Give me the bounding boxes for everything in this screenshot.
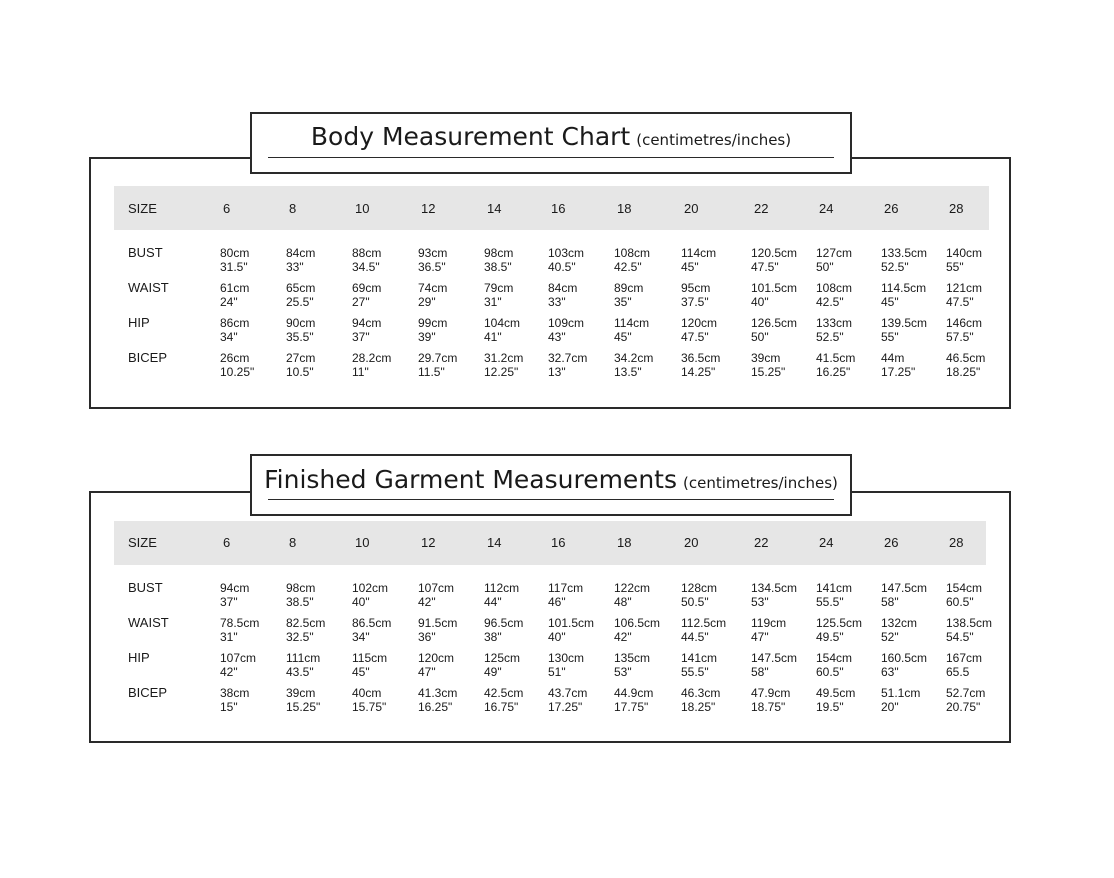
size-header-cell: 24	[819, 535, 834, 550]
size-header-label: SIZE	[128, 535, 157, 550]
cm-value-cell: 34.2cm	[614, 351, 654, 365]
inch-value-cell: 17.25"	[881, 365, 916, 379]
cm-value-cell: 121cm	[946, 281, 983, 295]
cm-value-cell: 101.5cm	[548, 616, 595, 630]
size-header-cell: 28	[949, 201, 964, 216]
inch-value-cell: 42.5"	[816, 295, 844, 309]
cm-value-cell: 112cm	[484, 581, 520, 595]
cm-value-cell: 147.5cm	[751, 651, 798, 665]
inch-value-cell: 15"	[220, 700, 238, 714]
cm-value-cell: 52.7cm	[946, 686, 986, 700]
inch-value-cell: 14.25"	[681, 365, 716, 379]
inch-value-cell: 18.25"	[681, 700, 716, 714]
cm-value-cell: 114.5cm	[881, 281, 927, 295]
row-label: HIP	[128, 315, 150, 330]
row-label: BUST	[128, 245, 163, 260]
inch-value-cell: 42.5"	[614, 260, 642, 274]
inch-value-cell: 63"	[881, 665, 899, 679]
inch-value-cell: 18.25"	[946, 365, 981, 379]
garment-chart-title-rule	[268, 499, 834, 500]
inch-value-cell: 17.25"	[548, 700, 583, 714]
cm-value-cell: 84cm	[548, 281, 578, 295]
inch-value-cell: 44.5"	[681, 630, 709, 644]
inch-value-cell: 40.5"	[548, 260, 576, 274]
size-header-cell: 14	[487, 201, 502, 216]
row-label: HIP	[128, 650, 150, 665]
inch-value-cell: 45"	[681, 260, 699, 274]
cm-value-cell: 79cm	[484, 281, 514, 295]
cm-value-cell: 86.5cm	[352, 616, 392, 630]
size-header-cell: 10	[355, 535, 370, 550]
cm-value-cell: 109cm	[548, 316, 585, 330]
inch-value-cell: 43.5"	[286, 665, 314, 679]
inch-value-cell: 40"	[548, 630, 566, 644]
size-header-cell: 26	[884, 201, 899, 216]
inch-value-cell: 58"	[881, 595, 899, 609]
cm-value-cell: 122cm	[614, 581, 651, 595]
cm-value-cell: 106.5cm	[614, 616, 661, 630]
cm-value-cell: 125.5cm	[816, 616, 863, 630]
garment-chart-title-box	[250, 454, 852, 516]
cm-value-cell: 89cm	[614, 281, 644, 295]
cm-value-cell: 46.3cm	[681, 686, 721, 700]
inch-value-cell: 41"	[484, 330, 502, 344]
cm-value-cell: 39cm	[751, 351, 781, 365]
inch-value-cell: 52"	[881, 630, 899, 644]
cm-value-cell: 147.5cm	[881, 581, 928, 595]
inch-value-cell: 40"	[352, 595, 370, 609]
cm-value-cell: 108cm	[816, 281, 853, 295]
size-header-cell: 18	[617, 535, 632, 550]
cm-value-cell: 91.5cm	[418, 616, 458, 630]
inch-value-cell: 47.5"	[751, 260, 779, 274]
body-chart-subtitle: (centimetres/inches)	[636, 131, 792, 149]
size-header-cell: 20	[684, 535, 699, 550]
cm-value-cell: 41.3cm	[418, 686, 458, 700]
inch-value-cell: 36"	[418, 630, 436, 644]
garment-chart-title: Finished Garment Measurements	[264, 465, 677, 494]
row-label: BICEP	[128, 685, 168, 700]
inch-value-cell: 12.25"	[484, 365, 519, 379]
cm-value-cell: 44.9cm	[614, 686, 654, 700]
cm-value-cell: 94cm	[352, 316, 382, 330]
cm-value-cell: 160.5cm	[881, 651, 928, 665]
cm-value-cell: 40cm	[352, 686, 382, 700]
cm-value-cell: 61cm	[220, 281, 250, 295]
cm-value-cell: 39cm	[286, 686, 316, 700]
cm-value-cell: 38cm	[220, 686, 250, 700]
cm-value-cell: 114cm	[614, 316, 650, 330]
cm-value-cell: 141cm	[681, 651, 718, 665]
cm-value-cell: 120cm	[681, 316, 718, 330]
cm-value-cell: 36.5cm	[681, 351, 721, 365]
size-header-label: SIZE	[128, 201, 157, 216]
inch-value-cell: 50"	[816, 260, 834, 274]
cm-value-cell: 98cm	[286, 581, 316, 595]
cm-value-cell: 112.5cm	[681, 616, 727, 630]
inch-value-cell: 31"	[484, 295, 502, 309]
inch-value-cell: 18.75"	[751, 700, 786, 714]
inch-value-cell: 38"	[484, 630, 502, 644]
inch-value-cell: 47"	[418, 665, 436, 679]
cm-value-cell: 32.7cm	[548, 351, 588, 365]
cm-value-cell: 41.5cm	[816, 351, 856, 365]
inch-value-cell: 19.5"	[816, 700, 844, 714]
inch-value-cell: 39"	[418, 330, 436, 344]
row-label: WAIST	[128, 280, 169, 295]
inch-value-cell: 38.5"	[484, 260, 512, 274]
inch-value-cell: 47"	[751, 630, 769, 644]
size-header-cell: 8	[289, 201, 297, 216]
size-header-cell: 20	[684, 201, 699, 216]
inch-value-cell: 65.5	[946, 665, 970, 679]
cm-value-cell: 107cm	[220, 651, 257, 665]
garment-chart-header-band	[114, 521, 986, 565]
cm-value-cell: 146cm	[946, 316, 983, 330]
inch-value-cell: 33"	[286, 260, 304, 274]
inch-value-cell: 34"	[220, 330, 238, 344]
cm-value-cell: 90cm	[286, 316, 316, 330]
inch-value-cell: 55.5"	[681, 665, 709, 679]
inch-value-cell: 55.5"	[816, 595, 844, 609]
size-header-cell: 22	[754, 201, 769, 216]
inch-value-cell: 42"	[614, 630, 632, 644]
cm-value-cell: 108cm	[614, 246, 651, 260]
cm-value-cell: 101.5cm	[751, 281, 798, 295]
size-header-cell: 22	[754, 535, 769, 550]
inch-value-cell: 42"	[418, 595, 436, 609]
inch-value-cell: 58"	[751, 665, 769, 679]
cm-value-cell: 47.9cm	[751, 686, 791, 700]
inch-value-cell: 50.5"	[681, 595, 709, 609]
inch-value-cell: 24"	[220, 295, 238, 309]
cm-value-cell: 46.5cm	[946, 351, 986, 365]
cm-value-cell: 93cm	[418, 246, 448, 260]
size-header-cell: 10	[355, 201, 370, 216]
cm-value-cell: 138.5cm	[946, 616, 993, 630]
size-header-cell: 18	[617, 201, 632, 216]
cm-value-cell: 78.5cm	[220, 616, 260, 630]
size-header-cell: 16	[551, 535, 566, 550]
garment-chart-subtitle: (centimetres/inches)	[683, 474, 838, 492]
inch-value-cell: 13.5"	[614, 365, 642, 379]
cm-value-cell: 117cm	[548, 581, 584, 595]
cm-value-cell: 86cm	[220, 316, 250, 330]
inch-value-cell: 55"	[881, 330, 899, 344]
cm-value-cell: 132cm	[881, 616, 918, 630]
size-header-cell: 14	[487, 535, 502, 550]
inch-value-cell: 42"	[220, 665, 238, 679]
inch-value-cell: 25.5"	[286, 295, 314, 309]
inch-value-cell: 13"	[548, 365, 566, 379]
inch-value-cell: 46"	[548, 595, 566, 609]
inch-value-cell: 34"	[352, 630, 370, 644]
cm-value-cell: 96.5cm	[484, 616, 524, 630]
inch-value-cell: 53"	[751, 595, 769, 609]
row-label: BUST	[128, 580, 163, 595]
cm-value-cell: 98cm	[484, 246, 514, 260]
inch-value-cell: 53"	[614, 665, 632, 679]
cm-value-cell: 139.5cm	[881, 316, 928, 330]
cm-value-cell: 104cm	[484, 316, 521, 330]
cm-value-cell: 127cm	[816, 246, 853, 260]
row-label: BICEP	[128, 350, 168, 365]
cm-value-cell: 44m	[881, 351, 905, 365]
inch-value-cell: 11"	[352, 365, 369, 379]
inch-value-cell: 16.75"	[484, 700, 519, 714]
inch-value-cell: 15.25"	[751, 365, 786, 379]
inch-value-cell: 45"	[614, 330, 632, 344]
cm-value-cell: 154cm	[946, 581, 983, 595]
inch-value-cell: 50"	[751, 330, 769, 344]
cm-value-cell: 111cm	[286, 651, 321, 665]
cm-value-cell: 102cm	[352, 581, 389, 595]
inch-value-cell: 10.25"	[220, 365, 255, 379]
size-header-cell: 12	[421, 535, 436, 550]
cm-value-cell: 167cm	[946, 651, 983, 665]
size-header-cell: 6	[223, 535, 231, 550]
size-header-cell: 24	[819, 201, 834, 216]
inch-value-cell: 15.25"	[286, 700, 321, 714]
inch-value-cell: 45"	[881, 295, 899, 309]
cm-value-cell: 107cm	[418, 581, 455, 595]
cm-value-cell: 51.1cm	[881, 686, 921, 700]
cm-value-cell: 80cm	[220, 246, 250, 260]
inch-value-cell: 55"	[946, 260, 964, 274]
inch-value-cell: 16.25"	[816, 365, 851, 379]
inch-value-cell: 45"	[352, 665, 370, 679]
cm-value-cell: 141cm	[816, 581, 853, 595]
inch-value-cell: 34.5"	[352, 260, 380, 274]
cm-value-cell: 154cm	[816, 651, 853, 665]
inch-value-cell: 49.5"	[816, 630, 844, 644]
inch-value-cell: 11.5"	[418, 365, 445, 379]
inch-value-cell: 35"	[614, 295, 632, 309]
inch-value-cell: 37"	[220, 595, 238, 609]
cm-value-cell: 82.5cm	[286, 616, 326, 630]
inch-value-cell: 17.75"	[614, 700, 649, 714]
inch-value-cell: 49"	[484, 665, 502, 679]
body-chart-title-rule	[268, 157, 834, 158]
cm-value-cell: 119cm	[751, 616, 787, 630]
cm-value-cell: 99cm	[418, 316, 448, 330]
size-header-cell: 8	[289, 535, 297, 550]
inch-value-cell: 33"	[548, 295, 566, 309]
cm-value-cell: 49.5cm	[816, 686, 856, 700]
size-header-cell: 6	[223, 201, 231, 216]
inch-value-cell: 32.5"	[286, 630, 314, 644]
inch-value-cell: 27"	[352, 295, 370, 309]
inch-value-cell: 20"	[881, 700, 899, 714]
cm-value-cell: 134.5cm	[751, 581, 798, 595]
inch-value-cell: 43"	[548, 330, 566, 344]
inch-value-cell: 48"	[614, 595, 632, 609]
inch-value-cell: 20.75"	[946, 700, 981, 714]
inch-value-cell: 40"	[751, 295, 769, 309]
cm-value-cell: 42.5cm	[484, 686, 524, 700]
cm-value-cell: 126.5cm	[751, 316, 798, 330]
cm-value-cell: 95cm	[681, 281, 711, 295]
cm-value-cell: 128cm	[681, 581, 718, 595]
cm-value-cell: 84cm	[286, 246, 316, 260]
cm-value-cell: 65cm	[286, 281, 316, 295]
cm-value-cell: 29.7cm	[418, 351, 458, 365]
cm-value-cell: 120.5cm	[751, 246, 798, 260]
inch-value-cell: 37.5"	[681, 295, 709, 309]
body-chart-title-box	[250, 112, 852, 174]
cm-value-cell: 94cm	[220, 581, 250, 595]
cm-value-cell: 140cm	[946, 246, 983, 260]
cm-value-cell: 135cm	[614, 651, 651, 665]
cm-value-cell: 43.7cm	[548, 686, 588, 700]
inch-value-cell: 31.5"	[220, 260, 248, 274]
cm-value-cell: 120cm	[418, 651, 455, 665]
size-header-cell: 12	[421, 201, 436, 216]
cm-value-cell: 69cm	[352, 281, 382, 295]
cm-value-cell: 133.5cm	[881, 246, 928, 260]
inch-value-cell: 10.5"	[286, 365, 314, 379]
inch-value-cell: 57.5"	[946, 330, 974, 344]
size-header-cell: 26	[884, 535, 899, 550]
cm-value-cell: 125cm	[484, 651, 521, 665]
cm-value-cell: 130cm	[548, 651, 585, 665]
body-chart-title: Body Measurement Chart	[310, 122, 631, 151]
inch-value-cell: 52.5"	[881, 260, 909, 274]
cm-value-cell: 133cm	[816, 316, 853, 330]
size-header-cell: 28	[949, 535, 964, 550]
inch-value-cell: 54.5"	[946, 630, 974, 644]
cm-value-cell: 26cm	[220, 351, 250, 365]
size-header-cell: 16	[551, 201, 566, 216]
inch-value-cell: 36.5"	[418, 260, 446, 274]
cm-value-cell: 103cm	[548, 246, 585, 260]
cm-value-cell: 88cm	[352, 246, 382, 260]
inch-value-cell: 16.25"	[418, 700, 453, 714]
inch-value-cell: 47.5"	[946, 295, 974, 309]
inch-value-cell: 44"	[484, 595, 502, 609]
inch-value-cell: 15.75"	[352, 700, 387, 714]
cm-value-cell: 74cm	[418, 281, 448, 295]
row-label: WAIST	[128, 615, 169, 630]
inch-value-cell: 47.5"	[681, 330, 709, 344]
cm-value-cell: 31.2cm	[484, 351, 524, 365]
inch-value-cell: 38.5"	[286, 595, 314, 609]
inch-value-cell: 60.5"	[946, 595, 974, 609]
inch-value-cell: 31"	[220, 630, 238, 644]
inch-value-cell: 37"	[352, 330, 370, 344]
inch-value-cell: 35.5"	[286, 330, 314, 344]
inch-value-cell: 29"	[418, 295, 436, 309]
inch-value-cell: 60.5"	[816, 665, 844, 679]
garment-chart-title-line	[252, 465, 850, 494]
cm-value-cell: 114cm	[681, 246, 717, 260]
body-chart-title-line	[252, 122, 850, 151]
cm-value-cell: 115cm	[352, 651, 388, 665]
cm-value-cell: 27cm	[286, 351, 316, 365]
inch-value-cell: 51"	[548, 665, 566, 679]
cm-value-cell: 28.2cm	[352, 351, 392, 365]
inch-value-cell: 52.5"	[816, 330, 844, 344]
